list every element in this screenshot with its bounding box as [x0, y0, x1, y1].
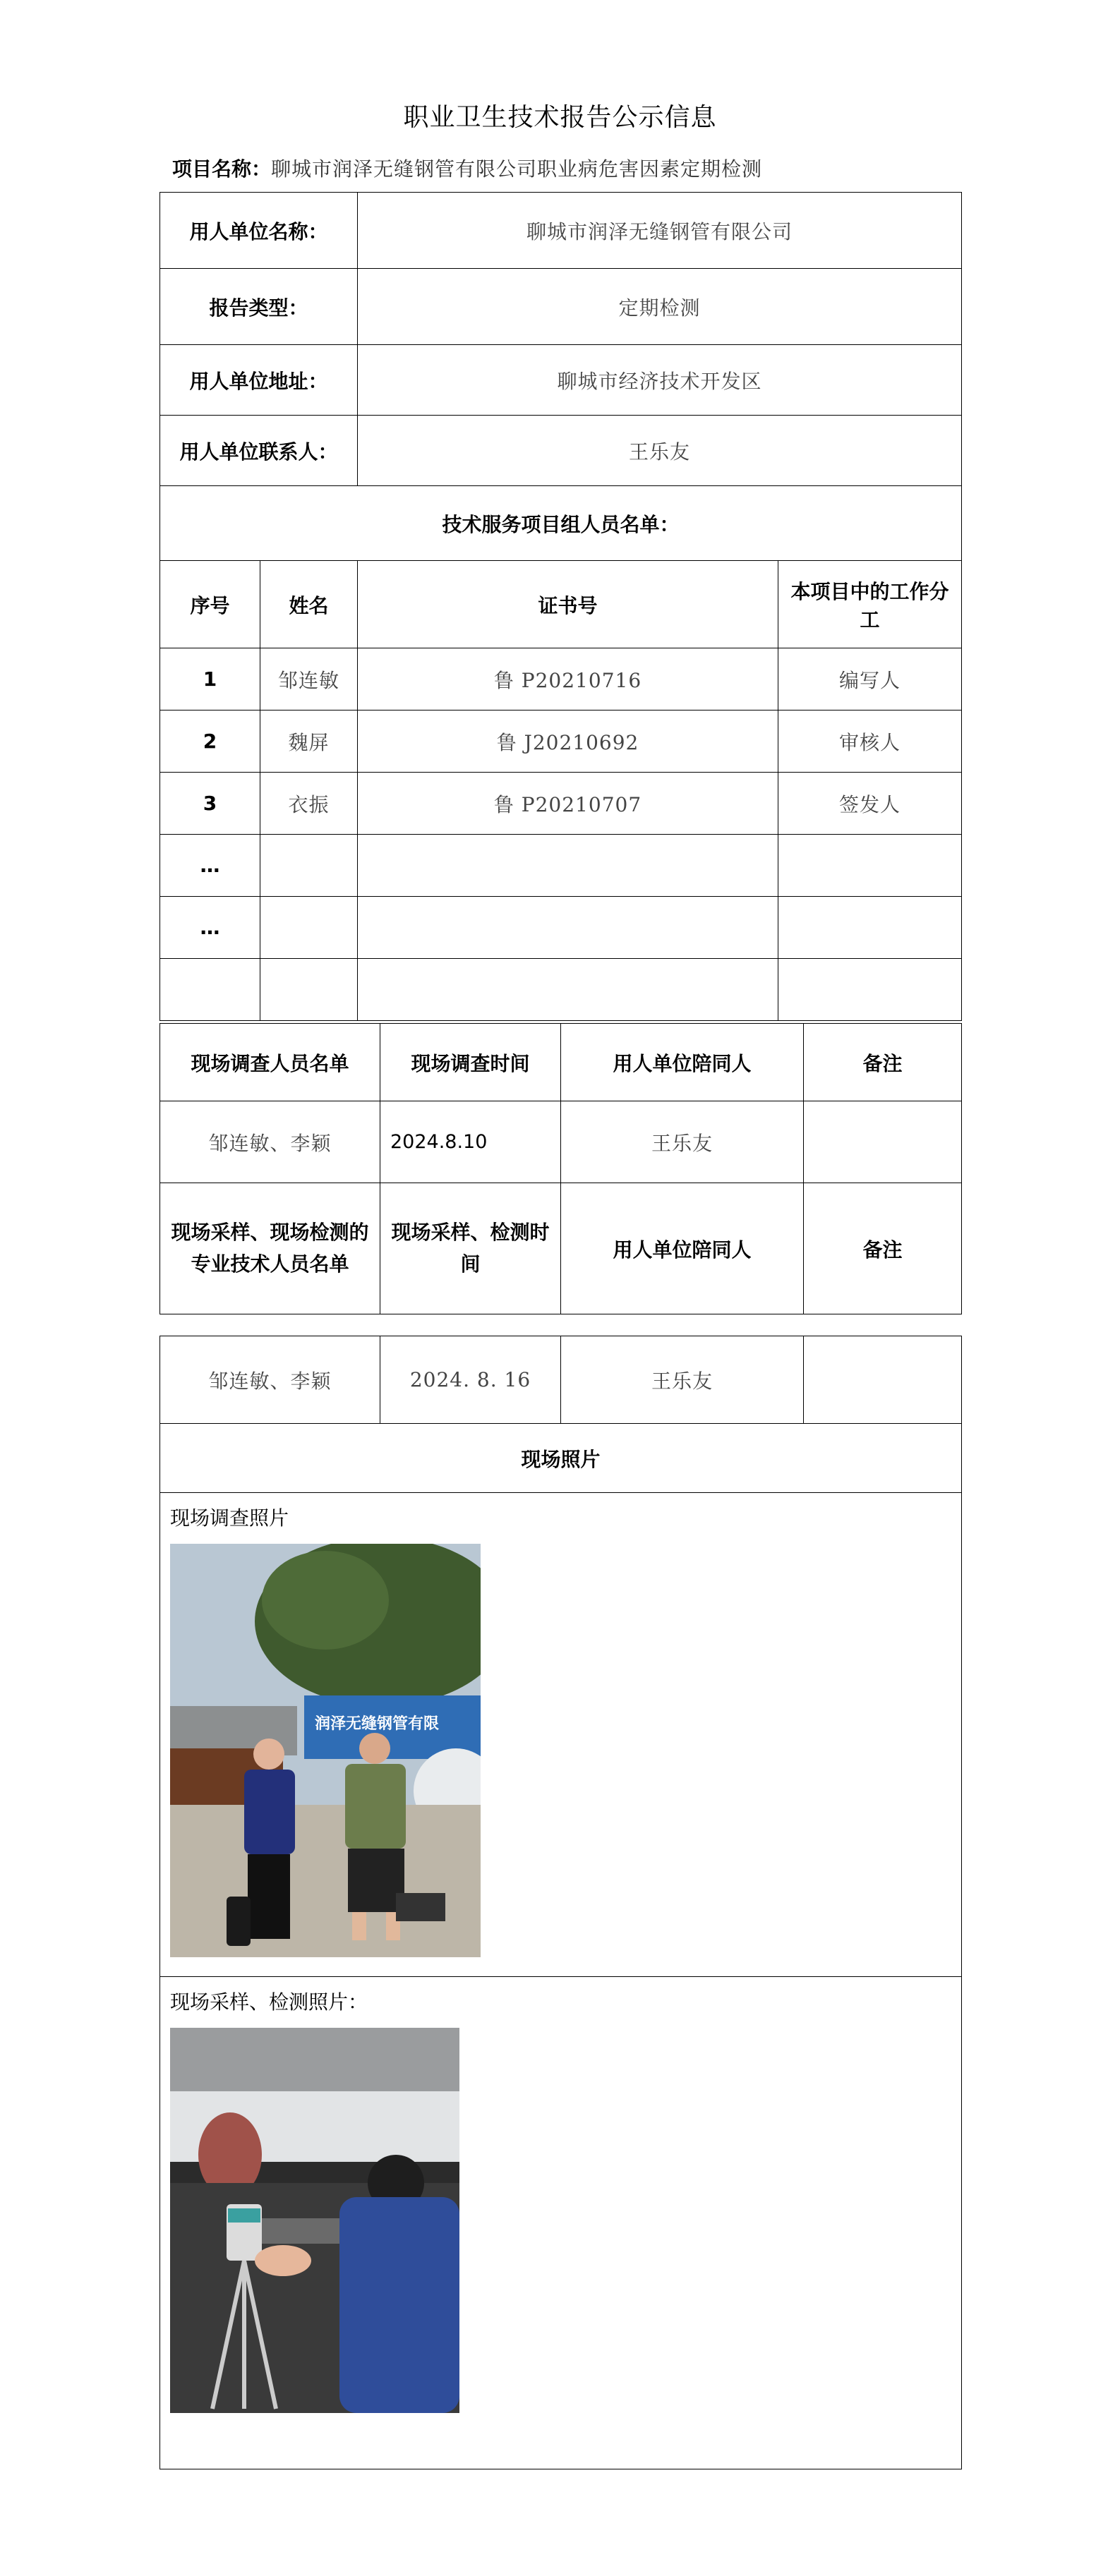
team-header-row	[160, 561, 962, 648]
cell-role: 签发人	[778, 773, 962, 835]
table-row	[160, 897, 962, 959]
table-row	[160, 710, 962, 773]
col-header: 现场调查时间	[380, 1024, 561, 1101]
info-row	[160, 269, 962, 345]
sampling-row	[160, 1336, 962, 1424]
cell-name: 衣振	[260, 773, 358, 835]
col-header: 现场采样、检测时间	[380, 1183, 561, 1314]
survey-photo-cell	[160, 1493, 962, 1977]
cell-name	[260, 897, 358, 959]
cell-cert	[358, 897, 778, 959]
sampling-photo-table	[159, 1336, 962, 2469]
table-row	[160, 648, 962, 710]
cell-role: 审核人	[778, 710, 962, 773]
col-header: 证书号	[358, 561, 778, 648]
cell-index: …	[160, 835, 260, 897]
info-value: 聊城市润泽无缝钢管有限公司	[358, 193, 962, 269]
banner-text: 润泽无缝钢管有限	[315, 1715, 440, 1733]
photos-heading: 现场照片	[160, 1424, 962, 1493]
project-value: 聊城市润泽无缝钢管有限公司职业病危害因素定期检测	[271, 157, 763, 181]
survey-table	[159, 1023, 962, 1314]
cell-role	[778, 959, 962, 1021]
col-header: 姓名	[260, 561, 358, 648]
cell-index: 3	[160, 773, 260, 835]
table-row	[160, 959, 962, 1021]
col-header: 备注	[804, 1024, 962, 1101]
cell-name: 邹连敏	[260, 648, 358, 710]
team-heading: 技术服务项目组人员名单：	[160, 486, 962, 561]
col-header: 序号	[160, 561, 260, 648]
info-value: 聊城市经济技术开发区	[358, 345, 962, 416]
project-label: 项目名称：	[172, 157, 272, 181]
sampling-date: 2024. 8. 16	[380, 1336, 561, 1424]
page-title: 职业卫生技术报告公示信息	[403, 103, 717, 132]
main-table	[159, 192, 962, 1021]
cell-index: 2	[160, 710, 260, 773]
info-row	[160, 416, 962, 486]
survey-companion: 王乐友	[561, 1101, 804, 1183]
sampling-photo	[170, 2028, 459, 2413]
survey-row	[160, 1101, 962, 1183]
cell-name: 魏屏	[260, 710, 358, 773]
cell-cert: 鲁 P20210716	[358, 648, 778, 710]
sampling-staff: 邹连敏、李颖	[160, 1336, 380, 1424]
survey-header-row	[160, 1024, 962, 1101]
cell-index	[160, 959, 260, 1021]
survey-staff: 邹连敏、李颖	[160, 1101, 380, 1183]
info-value: 王乐友	[358, 416, 962, 486]
col-header: 备注	[804, 1183, 962, 1314]
cell-cert: 鲁 P20210707	[358, 773, 778, 835]
sampling-photo-cell	[160, 1977, 962, 2469]
sampling-companion: 王乐友	[561, 1336, 804, 1424]
cell-role: 编写人	[778, 648, 962, 710]
table-row	[160, 773, 962, 835]
survey-note	[804, 1101, 962, 1183]
table-row	[160, 835, 962, 897]
col-header: 用人单位陪同人	[561, 1024, 804, 1101]
survey-photo	[170, 1544, 481, 1957]
sampling-note	[804, 1336, 962, 1424]
project-name	[172, 154, 762, 182]
col-header: 现场调查人员名单	[160, 1024, 380, 1101]
cell-cert	[358, 835, 778, 897]
survey-date: 2024.8.10	[380, 1101, 561, 1183]
sampling-photo-label: 现场采样、检测照片：	[170, 1990, 368, 2014]
info-label: 报告类型：	[160, 269, 358, 345]
cell-index: …	[160, 897, 260, 959]
cell-cert	[358, 959, 778, 1021]
survey-photo-label: 现场调查照片	[170, 1506, 289, 1530]
info-label: 用人单位名称：	[160, 193, 358, 269]
cell-index: 1	[160, 648, 260, 710]
cell-role	[778, 835, 962, 897]
info-label: 用人单位地址：	[160, 345, 358, 416]
cell-role	[778, 897, 962, 959]
info-label: 用人单位联系人：	[160, 416, 358, 486]
col-header: 用人单位陪同人	[561, 1183, 804, 1314]
cell-name	[260, 959, 358, 1021]
col-header: 本项目中的工作分工	[778, 561, 962, 648]
info-row	[160, 345, 962, 416]
cell-name	[260, 835, 358, 897]
info-value: 定期检测	[358, 269, 962, 345]
col-header: 现场采样、现场检测的专业技术人员名单	[160, 1183, 380, 1314]
sampling-header-row	[160, 1183, 962, 1314]
cell-cert: 鲁 J20210692	[358, 710, 778, 773]
info-row	[160, 193, 962, 269]
